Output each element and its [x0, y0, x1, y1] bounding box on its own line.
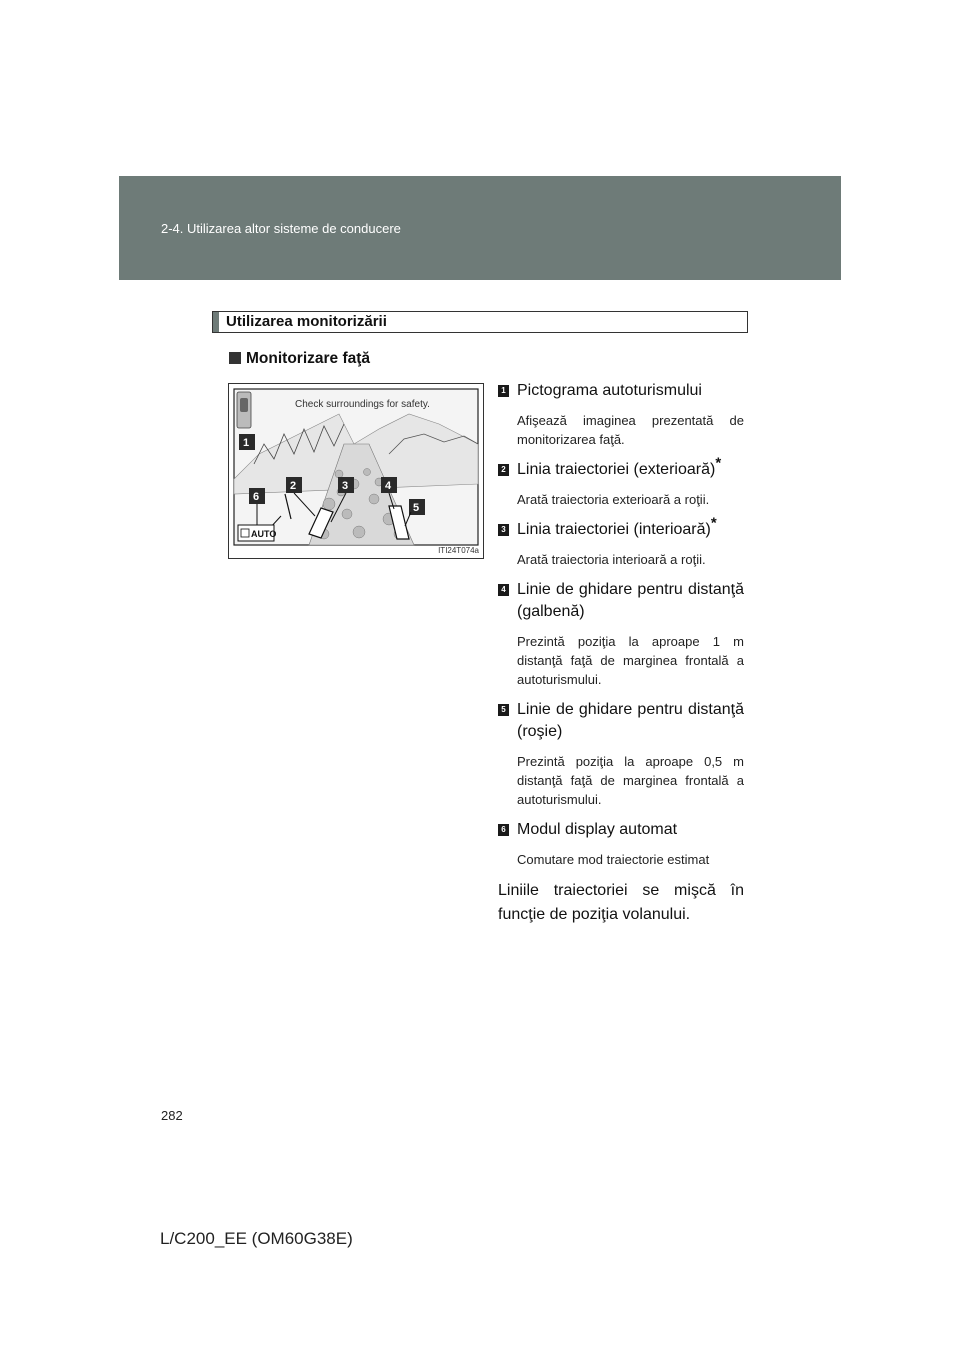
subheading-text: Monitorizare faţă	[246, 350, 371, 367]
list-item	[498, 819, 744, 869]
screen-text: Check surroundings for safety.	[295, 399, 430, 410]
asterisk-mark: *	[710, 514, 717, 532]
callout-2: 2	[290, 480, 297, 492]
number-badge: 5	[498, 704, 509, 716]
item-description: Prezintă poziţia la aproape 1 m distanţă faţă de marginea frontală a autoturismului.	[517, 634, 744, 687]
callout-1: 1	[243, 437, 250, 449]
footer-code: L/C200_EE (OM60G38E)	[160, 1229, 353, 1248]
number-badge: 3	[498, 524, 509, 536]
list-item	[498, 514, 744, 569]
item-title: Linie de ghidare pentru distanţă (galbenă)	[517, 581, 744, 620]
item-title: Linia traiectoriei (exterioară)	[517, 461, 716, 478]
number-badge: 2	[498, 464, 509, 476]
item-title: Linia traiectoriei (interioară)	[517, 521, 711, 538]
item-description: Arată traiectoria interioară a roţii.	[517, 552, 706, 567]
section-title: Utilizarea monitorizării	[226, 313, 387, 330]
item-title: Modul display automat	[517, 821, 678, 838]
list-item	[498, 454, 744, 509]
item-title: Linie de ghidare pentru distanţă (roşie)	[517, 701, 744, 740]
callout-list	[498, 380, 744, 927]
item-description: Afişează imaginea prezentată de monitorizarea faţă.	[517, 413, 744, 447]
auto-mode-label: AUTO	[251, 529, 277, 539]
callout-4: 4	[385, 480, 392, 492]
section-title-bar	[213, 312, 219, 332]
item-description: Arată traiectoria exterioară a roţii.	[517, 492, 710, 507]
list-item	[498, 699, 744, 809]
item-description: Comutare mod traiectorie estimat	[517, 852, 710, 867]
square-bullet-icon	[229, 352, 241, 364]
item-title: Pictograma autoturismului	[517, 382, 702, 399]
callout-5: 5	[413, 502, 420, 514]
list-item	[498, 380, 744, 449]
monitor-illustration	[229, 384, 483, 558]
item-description: Prezintă poziţia la aproape 0,5 m distanţă faţă de marginea frontală a autoturismului.	[517, 754, 744, 807]
chapter-heading: 2-4. Utilizarea altor sisteme de conducere	[161, 221, 401, 236]
number-badge: 6	[498, 824, 509, 836]
monitor-figure	[228, 383, 484, 559]
closing-paragraph: Liniile traiectoriei se mişcă în funcţie de poziţia volanului.	[498, 882, 744, 923]
list-item	[498, 579, 744, 689]
number-badge: 1	[498, 385, 509, 397]
section-title-box	[212, 311, 748, 333]
figure-code: ITI24T074a	[438, 546, 479, 555]
number-badge: 4	[498, 584, 509, 596]
callout-3: 3	[342, 480, 349, 492]
subheading	[229, 350, 370, 368]
callout-6: 6	[253, 491, 260, 503]
page-number: 282	[161, 1108, 183, 1123]
asterisk-mark: *	[715, 454, 722, 472]
